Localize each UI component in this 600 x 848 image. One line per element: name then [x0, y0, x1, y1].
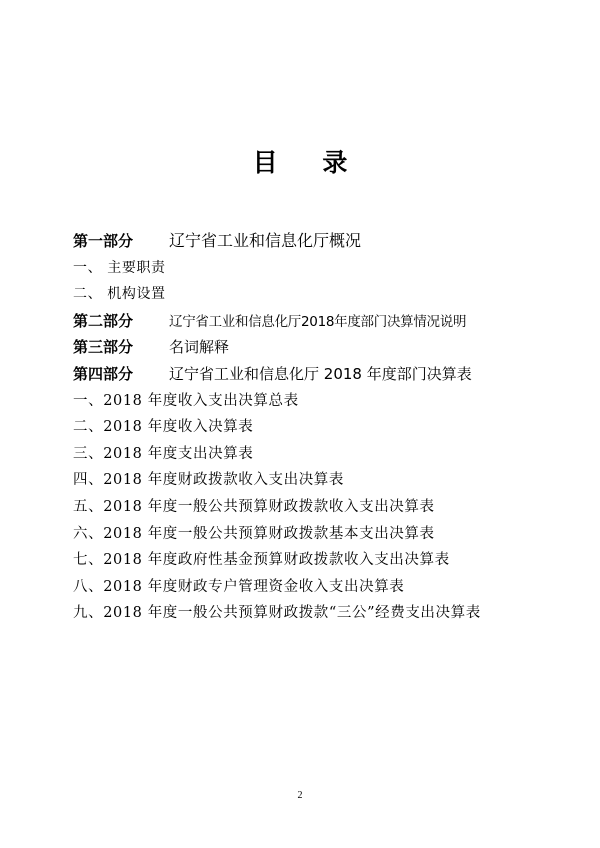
toc-item: 三、2018 年度支出决算表 [73, 445, 254, 462]
toc-item: 一、 主要职责 [73, 259, 166, 276]
toc-part-title: 辽宁省工业和信息化厅概况 [169, 231, 362, 250]
toc-part-3 [73, 334, 553, 361]
toc-item: 七、2018 年度政府性基金预算财政拨款收入支出决算表 [73, 552, 450, 569]
table-of-contents [73, 228, 553, 627]
toc-item: 四、2018 年度财政拨款收入支出决算表 [73, 472, 345, 489]
toc-item: 九、2018 年度一般公共预算财政拨款“三公”经费支出决算表 [73, 605, 481, 622]
toc-part-label: 第二部分 [73, 311, 134, 330]
page-title [0, 143, 600, 179]
toc-part-4 [73, 361, 553, 388]
toc-part-title: 名词解释 [169, 338, 230, 357]
toc-item: 二、 机构设置 [73, 286, 166, 303]
toc-part-label: 第三部分 [73, 338, 134, 357]
page-number: 2 [297, 790, 303, 801]
toc-item: 一、2018 年度收入支出决算总表 [73, 392, 299, 409]
toc-item: 八、2018 年度财政专户管理资金收入支出决算表 [73, 578, 405, 595]
title-char-2: 录 [322, 148, 348, 177]
title-char-1: 目 [252, 148, 278, 177]
toc-part-title: 辽宁省工业和信息化厅 2018 年度部门决算表 [169, 364, 472, 383]
toc-part-label: 第一部分 [73, 232, 134, 250]
toc-item: 六、2018 年度一般公共预算财政拨款基本支出决算表 [73, 525, 435, 542]
toc-item: 二、2018 年度收入决算表 [73, 419, 254, 436]
toc-part-2 [73, 308, 553, 335]
toc-part-title: 辽宁省工业和信息化厅2018年度部门决算情况说明 [169, 313, 467, 330]
toc-part-1 [73, 228, 553, 255]
toc-part-label: 第四部分 [73, 364, 134, 383]
toc-item: 五、2018 年度一般公共预算财政拨款收入支出决算表 [73, 498, 435, 515]
